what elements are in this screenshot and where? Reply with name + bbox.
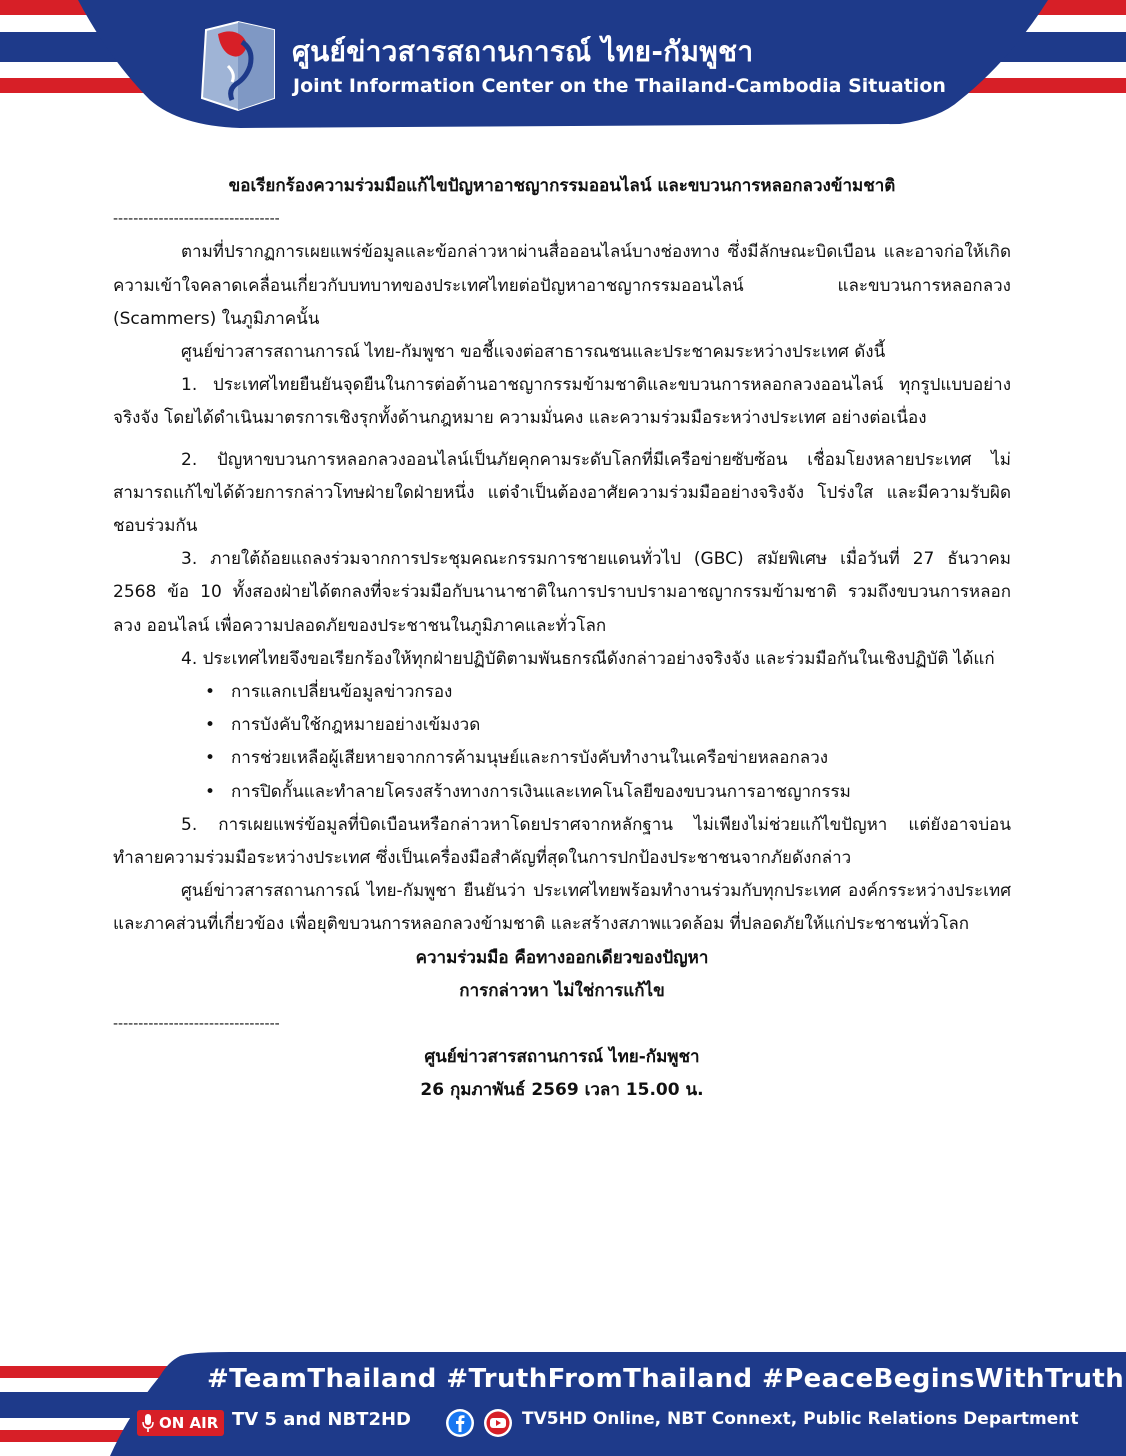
- header-title-thai: ศูนย์ข่าวสารสถานการณ์ ไทย-กัมพูชา: [292, 35, 754, 68]
- bullet-item-law-enforcement: • การบังคับใช้กฎหมายอย่างเข้มงวด: [205, 709, 1011, 742]
- point-4-paragraph: 4. ประเทศไทยจึงขอเรียกร้องให้ทุกฝ่ายปฏิบัติตามพันธกรณีดังกล่าวอย่างจริงจัง และร่วมมือกันในเชิงปฏิบัติ ได้แก่: [181, 648, 995, 669]
- youtube-icon[interactable]: [483, 1408, 513, 1438]
- point-1-paragraph: 1. ประเทศไทยยืนยันจุดยืนในการต่อต้านอาชญากรรมข้ามชาติและขบวนการหลอกลวงออนไลน์ ทุกรูปแบบอย่างจริงจัง โดยได้ดำเนินมาตรการเชิงรุกทั้งด้านกฎหมาย ความมั่นคง และความร่วมมือระหว่างประเทศ อย่างต่อเนื่อง: [113, 375, 1011, 429]
- signature: ศูนย์ข่าวสารสถานการณ์ ไทย-กัมพูชา: [424, 1047, 700, 1068]
- facebook-icon[interactable]: [445, 1408, 475, 1438]
- on-air-badge: [137, 1410, 224, 1436]
- point-4-bullet-list: [113, 676, 1011, 809]
- title-divider: ---------------------------------: [113, 211, 280, 228]
- on-air-label: ON AIR: [159, 1414, 219, 1432]
- header-banner: [0, 0, 1126, 135]
- closing-paragraph: ศูนย์ข่าวสารสถานการณ์ ไทย-กัมพูชา ยืนยันว่า ประเทศไทยพร้อมทำงานร่วมกับทุกประเทศ องค์กรระหว่างประเทศ และภาคส่วนที่เกี่ยวข้อง เพื่อยุติขบวนการหลอกลวงข้ามชาติ และสร้างสภาพแวดล้อม ที่ปลอดภัยให้แก่ประชาชนทั่วโลก: [113, 881, 1011, 935]
- bullet-item-victim-assistance: • การช่วยเหลือผู้เสียหายจากการค้ามนุษย์และการบังคับทำงานในเครือข่ายหลอกลวง: [205, 742, 1011, 775]
- jic-logo-icon: [198, 20, 278, 112]
- issue-date: 26 กุมภาพันธ์ 2569 เวลา 15.00 น.: [420, 1080, 704, 1101]
- document-title: ขอเรียกร้องความร่วมมือแก้ไขปัญหาอาชญากรรมออนไลน์ และขบวนการหลอกลวงข้ามชาติ: [228, 176, 896, 196]
- microphone-icon: [142, 1414, 154, 1432]
- online-channels-text: TV5HD Online, NBT Connext, Public Relations Department: [522, 1409, 1079, 1429]
- footer-banner: [0, 1352, 1126, 1456]
- point-3-paragraph: 3. ภายใต้ถ้อยแถลงร่วมจากการประชุมคณะกรรมการชายแดนทั่วไป (GBC) สมัยพิเศษ เมื่อวันที่ 27 ธันวาคม 2568 ข้อ 10 ทั้งสองฝ่ายได้ตกลงที่จะร่วมมือกับนานาชาติในการปราบปรามอาชญากรรมข้ามชาติ รวมถึงขบวนการหลอกลวง ออนไลน์ เพื่อความปลอดภัยของประชาชนในภูมิภาคและทั่วโลก: [113, 549, 1011, 636]
- signature-divider: ---------------------------------: [113, 1016, 280, 1033]
- bullet-item-intelligence: • การแลกเปลี่ยนข้อมูลข่าวกรอง: [205, 676, 1011, 709]
- bullet-item-disrupt-finance: • การปิดกั้นและทำลายโครงสร้างทางการเงินและเทคโนโลยีของขบวนการอาชญากรรม: [205, 776, 1011, 809]
- slogan-line-2: การกล่าวหา ไม่ใช่การแก้ไข: [459, 980, 665, 1001]
- point-5-paragraph: 5. การเผยแพร่ข้อมูลที่บิดเบือนหรือกล่าวหาโดยปราศจากหลักฐาน ไม่เพียงไม่ช่วยแก้ไขปัญหา แต่ยังอาจบ่อนทำลายความร่วมมือระหว่างประเทศ ซึ่งเป็นเครื่องมือสำคัญที่สุดในการปกป้องประชาชนจากภัยดังกล่าว: [113, 814, 1011, 869]
- tv-channels-text: TV 5 and NBT2HD: [232, 1409, 411, 1430]
- header-title-english: Joint Information Center on the Thailand-Cambodia Situation: [293, 75, 946, 97]
- point-2-paragraph: 2. ปัญหาขบวนการหลอกลวงออนไลน์เป็นภัยคุกคามระดับโลกที่มีเครือข่ายซับซ้อน เชื่อมโยงหลายประเทศ ไม่สามารถแก้ไขได้ด้วยการกล่าวโทษฝ่ายใดฝ่ายหนึ่ง แต่จำเป็นต้องอาศัยความร่วมมืออย่างจริงจัง โปร่งใส และมีความรับผิดชอบร่วมกัน: [113, 449, 1011, 537]
- document-body: [113, 170, 1011, 1108]
- statement-paragraph: ศูนย์ข่าวสารสถานการณ์ ไทย-กัมพูชา ขอชี้แจงต่อสาธารณชนและประชาคมระหว่างประเทศ ดังนี้: [181, 342, 886, 363]
- intro-paragraph: ตามที่ปรากฏการเผยแพร่ข้อมูลและข้อกล่าวหาผ่านสื่อออนไลน์บางช่องทาง ซึ่งมีลักษณะบิดเบือน และอาจก่อให้เกิดความเข้าใจคลาดเคลื่อนเกี่ยวกับบทบาทของประเทศไทยต่อปัญหาอาชญากรรมออนไลน์ และขบวนการหลอกลวง (Scammers) ในภูมิภาคนั้น: [113, 242, 1011, 329]
- slogan-line-1: ความร่วมมือ คือทางออกเดียวของปัญหา: [415, 947, 709, 968]
- footer-hashtags: #TeamThailand #TruthFromThailand #PeaceBeginsWithTruth: [207, 1364, 1125, 1394]
